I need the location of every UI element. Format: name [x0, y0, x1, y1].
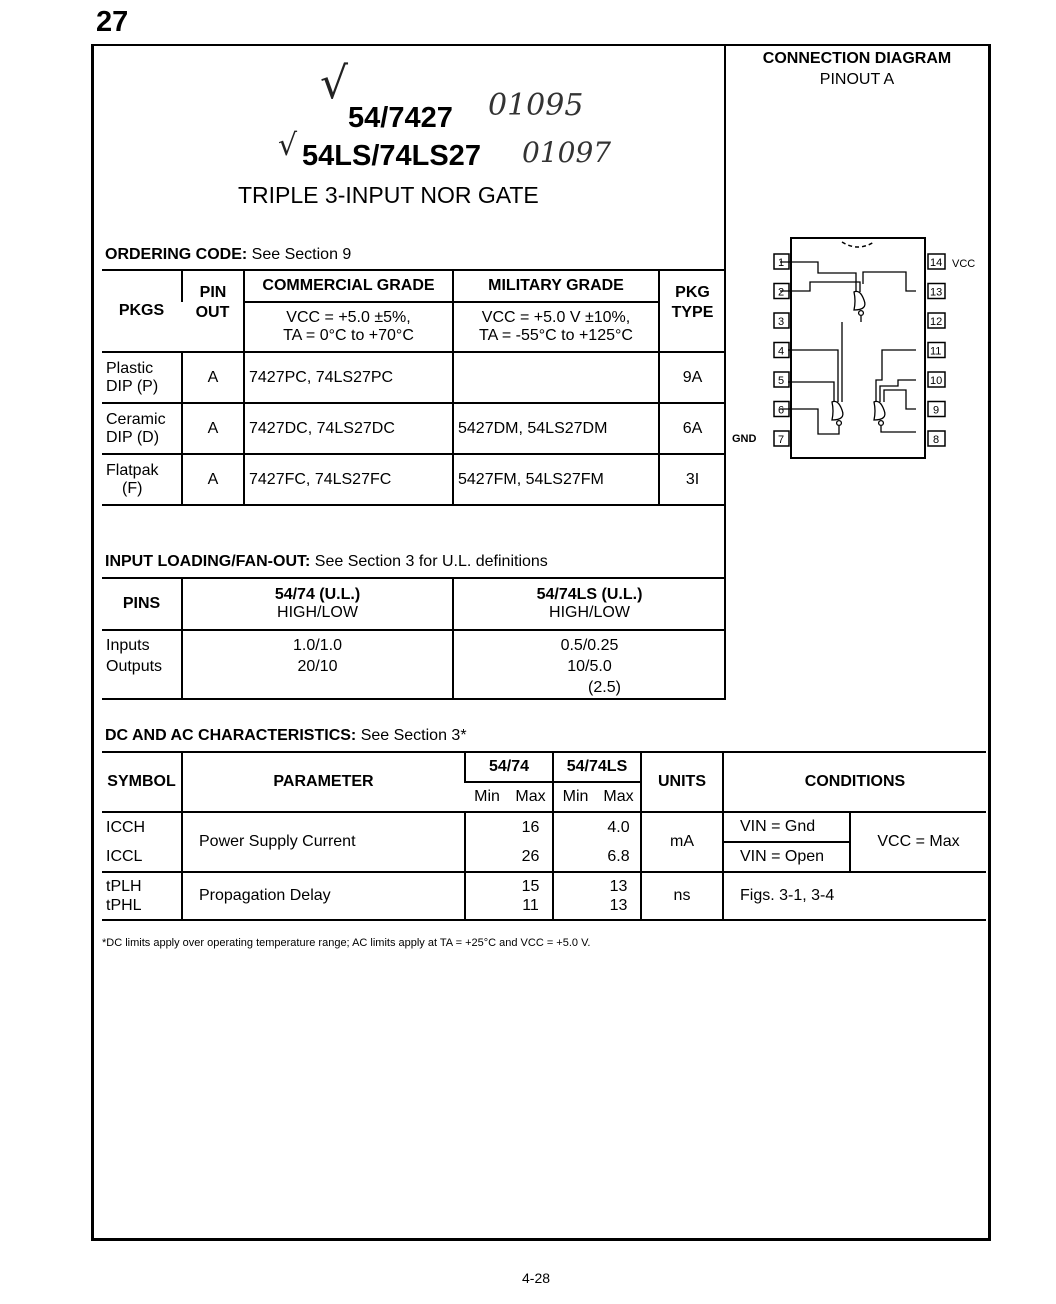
pkg-type: 3I [659, 454, 725, 505]
header-54-74ls: 54/74LS [553, 752, 641, 782]
pkg-cell [102, 352, 182, 403]
parameter: Power Supply Current [182, 812, 465, 872]
header-54-74 [182, 578, 453, 630]
header-max: Max [515, 788, 546, 805]
header-min: Min [474, 788, 500, 805]
dcac-label: DC AND AC CHARACTERISTICS: [105, 727, 357, 744]
max-54-74 [509, 872, 553, 920]
ul-54-74-outputs: 20/10 [297, 658, 338, 675]
pin-number: 8 [933, 434, 940, 446]
header-pkg: PKG [659, 270, 725, 302]
vcc-label: VCC [952, 258, 976, 270]
pin-number: 5 [778, 375, 785, 387]
units: mA [641, 812, 723, 872]
table-row [102, 352, 725, 403]
header-pkgs: PKGS [118, 302, 165, 319]
pkg-cell [102, 454, 182, 505]
handwritten-note-1: 01095 [488, 88, 584, 123]
ordering-table [102, 269, 725, 506]
dcac-text: See Section 3* [356, 727, 467, 744]
commercial-ta: TA = 0°C to +70°C [283, 327, 414, 344]
header-pin: PIN [182, 270, 244, 302]
military-part [453, 352, 659, 403]
header-type: TYPE [659, 302, 725, 352]
pin-number: 11 [930, 345, 942, 358]
header-military: MILITARY GRADE [453, 270, 659, 302]
pkg-name: Ceramic [106, 410, 166, 428]
value: 13 [609, 897, 628, 914]
header-symbol: SYMBOL [107, 773, 176, 790]
commercial-part: 7427DC, 74LS27DC [244, 403, 453, 454]
header-units: UNITS [641, 752, 723, 812]
ul-54-74ls-inputs: 0.5/0.25 [560, 637, 619, 654]
pkg-code: DIP (D) [106, 428, 160, 446]
pin-out: A [182, 403, 244, 454]
symbol-tphl: tPHL [106, 897, 142, 914]
ul-54-74-cell [182, 630, 453, 699]
condition: VIN = Gnd [723, 812, 850, 842]
symbol: ICCL [106, 847, 143, 865]
connection-diagram [730, 230, 990, 465]
pin-number: 9 [933, 404, 940, 417]
pkg-name: Plastic [106, 359, 154, 377]
loading-label: INPUT LOADING/FAN-OUT: [105, 553, 311, 570]
units: ns [641, 872, 723, 920]
header-54-74ls-label: 54/74LS (U.L.) [536, 586, 643, 603]
ordering-text: See Section 9 [247, 246, 352, 263]
header-out: OUT [195, 304, 230, 321]
min-54-74 [465, 812, 509, 842]
gnd-label: GND [732, 433, 757, 445]
pkg-code: (F) [122, 479, 143, 497]
ul-54-74ls-cell [453, 630, 725, 699]
max-54-74ls: 6.8 [607, 847, 630, 865]
loading-section-heading [105, 553, 548, 571]
pkg-name: Flatpak [106, 461, 159, 479]
ul-54-74ls-outputs: 10/5.0 [567, 658, 612, 675]
table-row [102, 872, 986, 920]
footnote: *DC limits apply over operating temperature range; AC limits apply at TA = +25°C and VCC = +5.0 V. [102, 937, 591, 949]
pin-out: A [182, 352, 244, 403]
pin-number: 14 [930, 257, 943, 269]
subtitle: TRIPLE 3-INPUT NOR GATE [238, 182, 539, 208]
pin-number: 7 [778, 434, 785, 446]
max-54-74ls [597, 872, 641, 920]
military-part: 5427DM, 54LS27DM [453, 403, 659, 454]
commercial-conditions [244, 302, 453, 352]
pin-number: 3 [778, 316, 785, 328]
pin-number: 4 [778, 345, 785, 358]
header-conditions: CONDITIONS [723, 752, 986, 812]
value: 13 [609, 878, 628, 895]
page-number: 27 [96, 6, 129, 38]
symbol: ICCH [106, 818, 146, 836]
military-vcc: VCC = +5.0 V ±10%, [481, 309, 631, 326]
characteristics-table [102, 751, 986, 921]
max-54-74ls: 4.0 [607, 818, 630, 836]
pin-inputs: Inputs [106, 637, 150, 654]
value: 11 [522, 897, 539, 914]
diagram-subtitle: PINOUT A [819, 71, 895, 88]
page-footer: 4-28 [522, 1270, 551, 1286]
military-conditions [453, 302, 659, 352]
header-parameter: PARAMETER [182, 752, 465, 812]
ic-body [791, 238, 925, 458]
condition-vcc: VCC = Max [850, 812, 986, 872]
table-row [102, 403, 725, 454]
pin-number: 12 [930, 316, 943, 328]
pin-outputs: Outputs [106, 658, 163, 675]
commercial-part: 7427FC, 74LS27FC [244, 454, 453, 505]
check-mark-1: √ [320, 58, 349, 109]
header-commercial: COMMERCIAL GRADE [244, 270, 453, 302]
header-pins: PINS [122, 595, 161, 612]
title-line-1: 54/7427 [348, 102, 453, 134]
header-54-74-label: 54/74 (U.L.) [274, 586, 361, 603]
symbol-tplh: tPLH [106, 878, 142, 895]
min-54-74ls [553, 812, 597, 842]
check-mark-2: √ [278, 128, 298, 163]
max-54-74: 26 [521, 847, 540, 865]
diagram-title: CONNECTION DIAGRAM [762, 50, 952, 67]
pins-cell [102, 630, 182, 699]
pkg-cell [102, 403, 182, 454]
pkg-type: 6A [659, 403, 725, 454]
pin-number: 13 [930, 286, 943, 299]
min-54-74ls [553, 872, 597, 920]
ordering-label: ORDERING CODE: [105, 246, 248, 263]
pin-number: 2 [778, 286, 785, 299]
ul-54-74ls-outputs-alt: (2.5) [588, 679, 621, 696]
header-54-74: 54/74 [465, 752, 553, 782]
military-part: 5427FM, 54LS27FM [453, 454, 659, 505]
pkg-code: DIP (P) [106, 377, 159, 395]
commercial-vcc: VCC = +5.0 ±5%, [286, 309, 411, 326]
header-54-74-sub: HIGH/LOW [277, 604, 358, 621]
table-row [102, 812, 986, 842]
condition: Figs. 3-1, 3-4 [723, 872, 986, 920]
handwritten-note-2: 01097 [522, 136, 612, 169]
symbol [102, 872, 182, 920]
commercial-part: 7427PC, 74LS27PC [244, 352, 453, 403]
header-max: Max [603, 788, 634, 805]
pin-number: 10 [930, 375, 943, 387]
pkg-type: 9A [659, 352, 725, 403]
ordering-section-heading [105, 246, 351, 264]
min-54-74 [465, 872, 509, 920]
header-54-74ls-sub: HIGH/LOW [549, 604, 630, 621]
table-row [102, 454, 725, 505]
condition: VIN = Open [723, 842, 850, 872]
header-54-74ls [453, 578, 725, 630]
value: 15 [521, 878, 540, 895]
ul-54-74-inputs: 1.0/1.0 [293, 637, 342, 654]
min-54-74ls [553, 842, 597, 872]
pin-number: 1 [778, 257, 785, 269]
loading-text: See Section 3 for U.L. definitions [310, 553, 548, 570]
military-ta: TA = -55°C to +125°C [479, 327, 633, 344]
title-line-2: 54LS/74LS27 [302, 140, 481, 172]
loading-table [102, 577, 725, 700]
parameter: Propagation Delay [182, 872, 465, 920]
min-54-74 [465, 842, 509, 872]
header-min: Min [553, 782, 597, 812]
dcac-section-heading [105, 727, 467, 745]
max-54-74: 16 [521, 818, 540, 836]
pin-number: 6 [778, 404, 785, 417]
pin-out: A [182, 454, 244, 505]
